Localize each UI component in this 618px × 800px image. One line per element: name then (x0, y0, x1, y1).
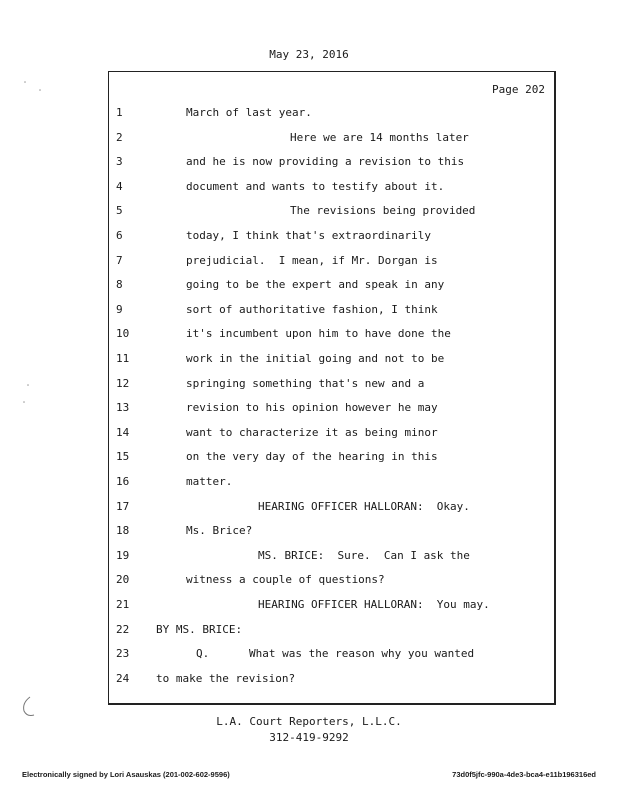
line-text: to make the revision? (156, 671, 296, 685)
line-number: 20 (116, 573, 130, 587)
line-number: 23 (116, 647, 130, 661)
line-number: 8 (116, 278, 123, 292)
line-number: 10 (116, 327, 130, 341)
line-text: March of last year. (186, 106, 312, 119)
line-number: 18 (116, 524, 130, 538)
line-text: want to characterize it as being minor (186, 425, 438, 439)
line-number: 1 (116, 106, 123, 119)
line-number: 6 (116, 229, 123, 242)
line-text: The revisions being provided (290, 204, 476, 218)
line-number: 3 (116, 155, 123, 169)
punch-hole-mark (24, 697, 34, 716)
speck-mark (27, 384, 29, 386)
line-number: 14 (116, 425, 130, 439)
line-text: Q. What was the reason why you wanted (196, 647, 475, 661)
line-number: 13 (116, 401, 130, 415)
line-text: sort of authoritative fashion, I think (186, 302, 438, 316)
line-text: HEARING OFFICER HALLORAN: Okay. (258, 499, 470, 513)
line-number: 21 (116, 598, 130, 611)
line-text: BY MS. BRICE: (156, 622, 243, 636)
line-number: 4 (116, 179, 123, 193)
document-id: 73d0f5jfc-990a-4de3-bca4-e11b196316ed (452, 770, 596, 779)
line-text: today, I think that's extraordinarily (186, 229, 432, 242)
speck-mark (24, 81, 26, 83)
line-number: 7 (116, 253, 123, 267)
line-number: 11 (116, 352, 130, 365)
line-text: prejudicial. I mean, if Mr. Dorgan is (186, 253, 438, 267)
line-text: HEARING OFFICER HALLORAN: You may. (258, 598, 490, 611)
transcript-date: May 23, 2016 (269, 48, 349, 61)
line-number: 5 (116, 204, 123, 218)
line-text: MS. BRICE: Sure. Can I ask the (258, 548, 470, 562)
line-text: going to be the expert and speak in any (186, 278, 445, 292)
line-text: work in the initial going and not to be (186, 352, 445, 365)
line-number: 17 (116, 499, 130, 513)
line-text: Here we are 14 months later (290, 130, 469, 144)
line-number: 9 (116, 302, 123, 316)
line-text: witness a couple of questions? (186, 573, 385, 587)
line-text: matter. (186, 475, 233, 488)
speck-mark (23, 401, 25, 403)
line-text: springing something that's new and a (186, 376, 425, 390)
line-text: it's incumbent upon him to have done the (186, 327, 451, 341)
line-text: document and wants to testify about it. (186, 179, 445, 193)
court-reporter-phone: 312-419-9292 (269, 731, 349, 744)
line-text: Ms. Brice? (186, 524, 253, 538)
line-text: on the very day of the hearing in this (186, 450, 438, 464)
line-number: 2 (116, 130, 123, 144)
line-number: 22 (116, 622, 130, 636)
court-reporter-name: L.A. Court Reporters, L.L.C. (216, 715, 402, 728)
line-number: 15 (116, 450, 130, 464)
line-number: 19 (116, 548, 130, 562)
page-number: Page 202 (492, 83, 545, 96)
electronic-signature: Electronically signed by Lori Asauskas (201-002-602-9596) (22, 770, 230, 779)
speck-mark (39, 89, 41, 91)
line-number: 24 (116, 671, 130, 685)
line-number: 12 (116, 376, 130, 390)
line-text: revision to his opinion however he may (186, 401, 438, 415)
line-text: and he is now providing a revision to this (186, 155, 465, 169)
line-number: 16 (116, 475, 130, 488)
